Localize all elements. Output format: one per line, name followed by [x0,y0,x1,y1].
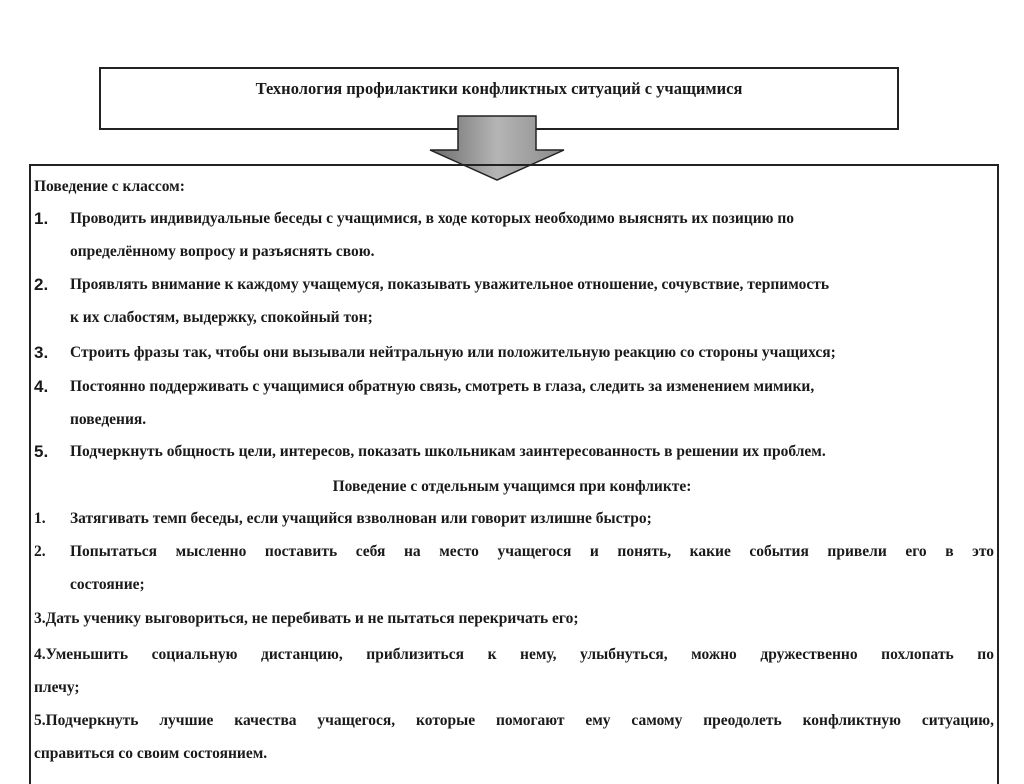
item-number: 4. [34,377,49,396]
item-number: 5. [34,442,49,461]
item-text: Постоянно поддерживать с учащимися обратную связь, смотреть в глаза, следить за изменением мимики, [70,378,815,395]
item-text: Затягивать темп беседы, если учащийся взволнован или говорит излишне быстро; [70,510,652,527]
list-item [34,704,994,770]
item-number: 3. [34,343,49,362]
item-number: 2. [34,275,49,294]
item-text-cont: плечу; [34,679,80,696]
item-text: Строить фразы так, чтобы они вызывали нейтральную или положительную реакцию со стороны учащихся; [70,344,836,361]
item-text-cont: справиться со своим состоянием. [34,745,268,762]
item-text: 5.Подчеркнуть лучшие качества учащегося, которые помогают ему самому преодолеть конфликтную ситуацию, [34,712,994,729]
list-item [34,602,994,635]
item-text-cont: состояние; [70,576,145,593]
section1-heading: Поведение с классом: [34,178,185,195]
item-text: Проводить индивидуальные беседы с учащимися, в ходе которых необходимо выяснять их позицию по [70,210,795,227]
item-text-cont: определённому вопросу и разъяснять свою. [70,243,375,260]
item-text-cont: к их слабостям, выдержку, спокойный тон; [70,309,373,326]
section2-heading: Поведение с отдельным учащимся при конфликте: [332,478,692,495]
item-number: 1. [34,510,46,527]
item-text: Подчеркнуть общность цели, интересов, показать школьникам заинтересованность в решении их проблем. [70,443,826,460]
page-title: Технология профилактики конфликтных ситуаций с учащимися [255,79,743,98]
item-number: 1. [34,209,49,228]
item-text: Попытаться мысленно поставить себя на место учащегося и понять, какие события привели его в это [70,543,994,560]
item-text: 4.Уменьшить социальную дистанцию, приблизиться к нему, улыбнуться, можно дружественно похлопать по [34,646,994,663]
item-text-cont: поведения. [70,411,147,428]
list-item [34,638,994,704]
item-text: Проявлять внимание к каждому учащемуся, показывать уважительное отношение, сочувствие, терпимость [70,276,830,293]
item-text: 3.Дать ученику выговориться, не перебивать и не пытаться перекричать его; [34,610,579,627]
item-number: 2. [34,543,46,560]
